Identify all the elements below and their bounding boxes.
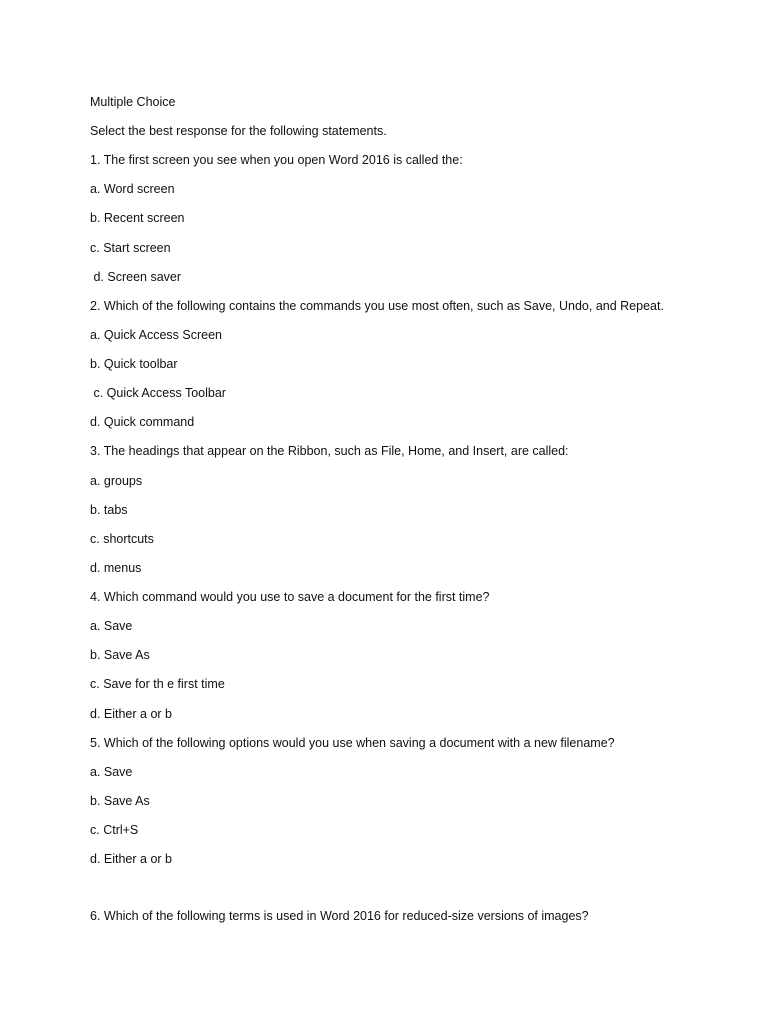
question-4-prompt: 4. Which command would you use to save a document for the first time? xyxy=(90,590,490,604)
question-1-option-d: d. Screen saver xyxy=(90,270,182,284)
question-3-option-d: d. menus xyxy=(90,561,142,575)
question-3-option-a: a. groups xyxy=(90,474,143,488)
question-1-prompt: 1. The first screen you see when you open Word 2016 is called the: xyxy=(90,153,463,167)
question-2-option-a: a. Quick Access Screen xyxy=(90,328,223,342)
question-3-option-b: b. tabs xyxy=(90,503,128,517)
question-3-prompt: 3. The headings that appear on the Ribbon, such as File, Home, and Insert, are called: xyxy=(90,444,569,458)
question-4-option-c: c. Save for th e first time xyxy=(90,677,225,691)
question-5-option-b: b. Save As xyxy=(90,794,150,808)
question-4-option-d: d. Either a or b xyxy=(90,707,172,721)
question-1-option-c: c. Start screen xyxy=(90,241,171,255)
question-3-option-c: c. shortcuts xyxy=(90,532,154,546)
question-2-option-b: b. Quick toolbar xyxy=(90,357,178,371)
question-4-option-a: a. Save xyxy=(90,619,133,633)
question-4-option-b: b. Save As xyxy=(90,648,150,662)
question-5-option-d: d. Either a or b xyxy=(90,852,172,866)
instructions: Select the best response for the following statements. xyxy=(90,124,387,138)
question-2-option-c: c. Quick Access Toolbar xyxy=(90,386,226,400)
document-title: Multiple Choice xyxy=(90,95,176,109)
question-1-option-a: a. Word screen xyxy=(90,182,175,196)
question-5-option-c: c. Ctrl+S xyxy=(90,823,139,837)
question-2-prompt: 2. Which of the following contains the commands you use most often, such as Save, Undo, and Repeat. xyxy=(90,299,664,313)
question-6-prompt: 6. Which of the following terms is used in Word 2016 for reduced-size versions of images? xyxy=(90,909,589,923)
question-1-option-b: b. Recent screen xyxy=(90,211,185,225)
question-5-option-a: a. Save xyxy=(90,765,133,779)
question-5-prompt: 5. Which of the following options would you use when saving a document with a new filename? xyxy=(90,736,615,750)
question-2-option-d: d. Quick command xyxy=(90,415,195,429)
